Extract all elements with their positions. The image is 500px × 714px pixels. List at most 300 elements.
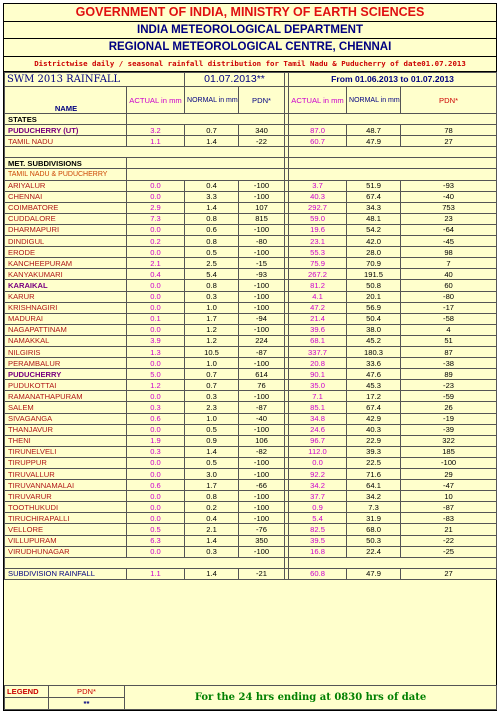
legend-pdn-key: PDN* — [49, 686, 125, 698]
row-name: KANCHEEPURAM — [5, 258, 127, 269]
subdivision-name-label: TAMIL NADU & PUDUCHERRY — [5, 169, 127, 180]
actual-daily: 0.3 — [127, 402, 185, 413]
pdn-seasonal: -100 — [401, 457, 497, 468]
normal-daily: 0.4 — [185, 180, 239, 191]
row-name: TIRUPPUR — [5, 457, 127, 468]
actual-seasonal: 81.2 — [289, 280, 347, 291]
normal-seasonal: 64.1 — [347, 480, 401, 491]
row-name: TOOTHUKUDI — [5, 502, 127, 513]
pdn-seasonal: 40 — [401, 269, 497, 280]
empty-cell — [127, 158, 285, 169]
row-name: PERAMBALUR — [5, 358, 127, 369]
normal-daily: 1.2 — [185, 335, 239, 346]
district-row — [5, 524, 497, 535]
normal-seasonal: 47.6 — [347, 369, 401, 380]
department-title: INDIA METEOROLOGICAL DEPARTMENT — [4, 22, 496, 39]
actual-daily: 0.0 — [127, 491, 185, 502]
actual-daily: 0.0 — [127, 469, 185, 480]
row-name: NILGIRIS — [5, 346, 127, 357]
district-row — [5, 346, 497, 357]
actual-daily: 0.0 — [127, 247, 185, 258]
normal-seasonal: 51.9 — [347, 180, 401, 191]
pdn-seasonal: -83 — [401, 513, 497, 524]
pdn-daily: -100 — [239, 358, 285, 369]
actual-daily: 1.9 — [127, 435, 185, 446]
col-pdn-daily: PDN* — [239, 87, 285, 114]
normal-daily: 0.9 — [185, 435, 239, 446]
normal-seasonal: 70.9 — [347, 258, 401, 269]
normal-daily: 3.0 — [185, 469, 239, 480]
pdn-seasonal: -25 — [401, 546, 497, 557]
actual-daily: 0.0 — [127, 191, 185, 202]
pdn-daily: 76 — [239, 380, 285, 391]
normal-daily: 2.1 — [185, 524, 239, 535]
actual-daily: 3.2 — [127, 125, 185, 136]
pdn-seasonal: 7 — [401, 258, 497, 269]
normal-seasonal: 17.2 — [347, 391, 401, 402]
pdn-daily: -100 — [239, 302, 285, 313]
pdn-daily: -87 — [239, 346, 285, 357]
pdn-daily: -100 — [239, 513, 285, 524]
actual-daily: 0.3 — [127, 446, 185, 457]
normal-daily: 1.4 — [185, 202, 239, 213]
pdn-daily: -15 — [239, 258, 285, 269]
normal-seasonal: 45.2 — [347, 335, 401, 346]
pdn-seasonal: -39 — [401, 424, 497, 435]
met-subdivisions-section-label: MET. SUBDIVISIONS — [5, 158, 127, 169]
col-actual-seasonal: ACTUAL in mm — [289, 87, 347, 114]
pdn-daily: -100 — [239, 424, 285, 435]
ministry-title: GOVERNMENT OF INDIA, MINISTRY OF EARTH SCIENCES — [4, 4, 496, 22]
pdn-seasonal: 27 — [401, 136, 497, 147]
row-name: TIRUVALLUR — [5, 469, 127, 480]
normal-seasonal: 22.9 — [347, 435, 401, 446]
district-row — [5, 335, 497, 346]
normal-daily: 1.0 — [185, 413, 239, 424]
actual-seasonal: 35.0 — [289, 380, 347, 391]
normal-seasonal: 50.8 — [347, 280, 401, 291]
normal-daily: 10.5 — [185, 346, 239, 357]
actual-seasonal: 39.6 — [289, 324, 347, 335]
report-subtitle: Districtwise daily / seasonal rainfall distribution for Tamil Nadu & Puducherry of date01.07.2013 — [4, 57, 496, 72]
pdn-daily: -100 — [239, 324, 285, 335]
pdn-seasonal: 322 — [401, 435, 497, 446]
pdn-seasonal: -19 — [401, 413, 497, 424]
normal-seasonal: 34.3 — [347, 202, 401, 213]
col-name: NAME — [5, 87, 127, 114]
normal-daily: 0.2 — [185, 502, 239, 513]
pdn-daily: -80 — [239, 236, 285, 247]
district-row — [5, 380, 497, 391]
row-name: TIRUVARUR — [5, 491, 127, 502]
normal-daily: 0.8 — [185, 280, 239, 291]
legend-footer-note: For the 24 hrs ending at 0830 hrs of date — [125, 686, 497, 710]
met-subdivisions-section — [5, 158, 497, 169]
actual-daily: 0.0 — [127, 291, 185, 302]
pdn-seasonal: 89 — [401, 369, 497, 380]
actual-daily: 0.0 — [127, 513, 185, 524]
actual-seasonal: 85.1 — [289, 402, 347, 413]
district-row — [5, 324, 497, 335]
actual-seasonal: 292.7 — [289, 202, 347, 213]
row-name: KRISHNAGIRI — [5, 302, 127, 313]
actual-seasonal: 47.2 — [289, 302, 347, 313]
empty-cell — [5, 557, 285, 568]
normal-daily: 1.0 — [185, 302, 239, 313]
actual-daily: 1.2 — [127, 380, 185, 391]
pdn-daily: -100 — [239, 291, 285, 302]
row-name: NAMAKKAL — [5, 335, 127, 346]
district-row — [5, 402, 497, 413]
actual-daily: 3.9 — [127, 335, 185, 346]
subdivision-total-row — [5, 568, 497, 579]
normal-seasonal: 71.6 — [347, 469, 401, 480]
actual-seasonal: 96.7 — [289, 435, 347, 446]
actual-daily: 0.0 — [127, 391, 185, 402]
normal-daily: 1.0 — [185, 358, 239, 369]
column-header-row — [5, 87, 497, 114]
district-row — [5, 191, 497, 202]
row-name: NAGAPATTINAM — [5, 324, 127, 335]
actual-seasonal: 55.3 — [289, 247, 347, 258]
pdn-daily: 815 — [239, 213, 285, 224]
row-name: TIRUVANNAMALAI — [5, 480, 127, 491]
actual-daily: 0.0 — [127, 457, 185, 468]
normal-daily: 2.3 — [185, 402, 239, 413]
district-row — [5, 457, 497, 468]
actual-seasonal: 40.3 — [289, 191, 347, 202]
actual-seasonal: 112.0 — [289, 446, 347, 457]
normal-daily: 0.7 — [185, 369, 239, 380]
district-row — [5, 535, 497, 546]
normal-seasonal: 68.0 — [347, 524, 401, 535]
actual-seasonal: 0.9 — [289, 502, 347, 513]
actual-daily: 0.0 — [127, 546, 185, 557]
row-name: RAMANATHAPURAM — [5, 391, 127, 402]
pdn-seasonal: -87 — [401, 502, 497, 513]
normal-seasonal: 33.6 — [347, 358, 401, 369]
normal-daily: 2.5 — [185, 258, 239, 269]
pdn-seasonal: 753 — [401, 202, 497, 213]
pdn-daily: 106 — [239, 435, 285, 446]
actual-daily: 2.1 — [127, 258, 185, 269]
district-row — [5, 435, 497, 446]
row-name: SALEM — [5, 402, 127, 413]
district-row — [5, 546, 497, 557]
actual-daily: 1.3 — [127, 346, 185, 357]
actual-seasonal: 16.8 — [289, 546, 347, 557]
district-row — [5, 413, 497, 424]
row-name: SUBDIVISION RAINFALL — [5, 568, 127, 579]
district-row — [5, 247, 497, 258]
row-name: THANJAVUR — [5, 424, 127, 435]
normal-daily: 1.4 — [185, 446, 239, 457]
pdn-seasonal: -45 — [401, 236, 497, 247]
actual-daily: 0.0 — [127, 224, 185, 235]
actual-seasonal: 5.4 — [289, 513, 347, 524]
pdn-daily: 350 — [239, 535, 285, 546]
empty-cell — [289, 557, 497, 568]
normal-seasonal: 22.5 — [347, 457, 401, 468]
district-row — [5, 358, 497, 369]
daily-date: 01.07.2013** — [185, 73, 285, 87]
season-label: SWM 2013 RAINFALL — [5, 73, 185, 87]
pdn-seasonal: 185 — [401, 446, 497, 457]
normal-seasonal: 45.3 — [347, 380, 401, 391]
actual-seasonal: 24.6 — [289, 424, 347, 435]
empty-cell — [127, 169, 285, 180]
row-name: TAMIL NADU — [5, 136, 127, 147]
actual-seasonal: 20.8 — [289, 358, 347, 369]
legend-table — [4, 685, 497, 710]
rainfall-report-sheet — [3, 3, 497, 711]
pdn-daily: -100 — [239, 469, 285, 480]
normal-daily: 1.4 — [185, 568, 239, 579]
normal-daily: 1.7 — [185, 313, 239, 324]
pdn-daily: -94 — [239, 313, 285, 324]
cumulative-period: From 01.06.2013 to 01.07.2013 — [289, 73, 497, 87]
normal-daily: 0.8 — [185, 236, 239, 247]
district-row — [5, 202, 497, 213]
actual-seasonal: 19.6 — [289, 224, 347, 235]
actual-seasonal: 68.1 — [289, 335, 347, 346]
pdn-seasonal: -64 — [401, 224, 497, 235]
state-row — [5, 136, 497, 147]
district-row — [5, 369, 497, 380]
actual-seasonal: 75.9 — [289, 258, 347, 269]
district-row — [5, 391, 497, 402]
actual-seasonal: 60.8 — [289, 568, 347, 579]
pdn-seasonal: 78 — [401, 125, 497, 136]
pdn-daily: 340 — [239, 125, 285, 136]
states-section-label: STATES — [5, 114, 127, 125]
actual-daily: 0.6 — [127, 413, 185, 424]
pdn-seasonal: 26 — [401, 402, 497, 413]
pdn-seasonal: 98 — [401, 247, 497, 258]
pdn-seasonal: 27 — [401, 568, 497, 579]
district-row — [5, 302, 497, 313]
district-row — [5, 446, 497, 457]
actual-daily: 2.9 — [127, 202, 185, 213]
actual-seasonal: 92.2 — [289, 469, 347, 480]
pdn-daily: -100 — [239, 546, 285, 557]
row-name: CUDDALORE — [5, 213, 127, 224]
empty-cell — [289, 147, 497, 158]
normal-seasonal: 7.3 — [347, 502, 401, 513]
normal-daily: 3.3 — [185, 191, 239, 202]
normal-daily: 0.7 — [185, 125, 239, 136]
actual-seasonal: 82.5 — [289, 524, 347, 535]
row-name: PUDUKOTTAI — [5, 380, 127, 391]
normal-daily: 0.3 — [185, 546, 239, 557]
district-row — [5, 280, 497, 291]
legend-label: LEGEND — [5, 686, 49, 698]
blank-row — [5, 557, 497, 568]
pdn-daily: -100 — [239, 280, 285, 291]
col-normal-daily: NORMAL in mm — [185, 87, 239, 114]
row-name: MADURAI — [5, 313, 127, 324]
pdn-daily: 614 — [239, 369, 285, 380]
actual-daily: 1.1 — [127, 568, 185, 579]
normal-seasonal: 31.9 — [347, 513, 401, 524]
row-name: KARUR — [5, 291, 127, 302]
empty-cell — [289, 169, 497, 180]
pdn-seasonal: -93 — [401, 180, 497, 191]
row-name: TIRUNELVELI — [5, 446, 127, 457]
pdn-seasonal: 29 — [401, 469, 497, 480]
district-row — [5, 513, 497, 524]
actual-daily: 0.0 — [127, 358, 185, 369]
row-name: KARAIKAL — [5, 280, 127, 291]
normal-seasonal: 38.0 — [347, 324, 401, 335]
normal-seasonal: 67.4 — [347, 402, 401, 413]
pdn-daily: 107 — [239, 202, 285, 213]
row-name: ERODE — [5, 247, 127, 258]
pdn-daily: -100 — [239, 391, 285, 402]
row-name: THENI — [5, 435, 127, 446]
row-name: VILLUPURAM — [5, 535, 127, 546]
states-section — [5, 114, 497, 125]
normal-daily: 1.7 — [185, 480, 239, 491]
empty-cell — [5, 147, 285, 158]
actual-seasonal: 21.4 — [289, 313, 347, 324]
actual-daily: 0.0 — [127, 280, 185, 291]
actual-seasonal: 37.7 — [289, 491, 347, 502]
pdn-seasonal: -38 — [401, 358, 497, 369]
row-name: PUDUCHERRY (UT) — [5, 125, 127, 136]
blank-row — [5, 147, 497, 158]
normal-seasonal: 42.9 — [347, 413, 401, 424]
normal-daily: 0.5 — [185, 457, 239, 468]
row-name: KANYAKUMARI — [5, 269, 127, 280]
actual-daily: 1.1 — [127, 136, 185, 147]
normal-seasonal: 50.3 — [347, 535, 401, 546]
pdn-seasonal: -22 — [401, 535, 497, 546]
actual-seasonal: 7.1 — [289, 391, 347, 402]
actual-daily: 0.4 — [127, 269, 185, 280]
actual-seasonal: 87.0 — [289, 125, 347, 136]
normal-daily: 0.3 — [185, 391, 239, 402]
col-normal-seasonal: NORMAL in mm — [347, 87, 401, 114]
actual-seasonal: 59.0 — [289, 213, 347, 224]
pdn-daily: -93 — [239, 269, 285, 280]
pdn-seasonal: 4 — [401, 324, 497, 335]
row-name: SIVAGANGA — [5, 413, 127, 424]
actual-seasonal: 34.8 — [289, 413, 347, 424]
normal-seasonal: 191.5 — [347, 269, 401, 280]
normal-daily: 0.3 — [185, 291, 239, 302]
actual-daily: 5.0 — [127, 369, 185, 380]
district-row — [5, 236, 497, 247]
actual-seasonal: 267.2 — [289, 269, 347, 280]
pdn-daily: -21 — [239, 568, 285, 579]
normal-seasonal: 28.0 — [347, 247, 401, 258]
district-row — [5, 224, 497, 235]
pdn-seasonal: -80 — [401, 291, 497, 302]
normal-daily: 1.4 — [185, 535, 239, 546]
row-name: VELLORE — [5, 524, 127, 535]
actual-seasonal: 34.2 — [289, 480, 347, 491]
pdn-daily: -100 — [239, 247, 285, 258]
actual-daily: 0.0 — [127, 502, 185, 513]
actual-seasonal: 39.5 — [289, 535, 347, 546]
normal-daily: 0.5 — [185, 424, 239, 435]
row-name: COIMBATORE — [5, 202, 127, 213]
normal-seasonal: 47.9 — [347, 568, 401, 579]
actual-seasonal: 60.7 — [289, 136, 347, 147]
normal-seasonal: 47.9 — [347, 136, 401, 147]
pdn-seasonal: 23 — [401, 213, 497, 224]
normal-daily: 0.8 — [185, 213, 239, 224]
row-name: PUDUCHERRY — [5, 369, 127, 380]
actual-daily: 0.0 — [127, 180, 185, 191]
period-row — [5, 73, 497, 87]
normal-seasonal: 48.7 — [347, 125, 401, 136]
actual-seasonal: 23.1 — [289, 236, 347, 247]
empty-cell — [289, 114, 497, 125]
district-row — [5, 469, 497, 480]
pdn-daily: -76 — [239, 524, 285, 535]
actual-seasonal: 4.1 — [289, 291, 347, 302]
normal-seasonal: 56.9 — [347, 302, 401, 313]
pdn-daily: -82 — [239, 446, 285, 457]
normal-daily: 0.5 — [185, 247, 239, 258]
normal-seasonal: 34.2 — [347, 491, 401, 502]
normal-daily: 0.8 — [185, 491, 239, 502]
pdn-seasonal: 87 — [401, 346, 497, 357]
pdn-seasonal: -47 — [401, 480, 497, 491]
normal-seasonal: 39.3 — [347, 446, 401, 457]
normal-daily: 1.2 — [185, 324, 239, 335]
normal-seasonal: 180.3 — [347, 346, 401, 357]
col-actual-daily: ACTUAL in mm — [127, 87, 185, 114]
normal-daily: 0.4 — [185, 513, 239, 524]
district-row — [5, 480, 497, 491]
empty-cell — [289, 158, 497, 169]
empty-cell — [127, 114, 285, 125]
actual-seasonal: 337.7 — [289, 346, 347, 357]
pdn-daily: -100 — [239, 457, 285, 468]
pdn-daily: 224 — [239, 335, 285, 346]
row-name: CHENNAI — [5, 191, 127, 202]
pdn-seasonal: -40 — [401, 191, 497, 202]
district-row — [5, 491, 497, 502]
subdivision-name — [5, 169, 497, 180]
actual-daily: 6.3 — [127, 535, 185, 546]
actual-daily: 7.3 — [127, 213, 185, 224]
pdn-seasonal: -23 — [401, 380, 497, 391]
normal-daily: 1.4 — [185, 136, 239, 147]
normal-daily: 0.7 — [185, 380, 239, 391]
actual-daily: 0.5 — [127, 524, 185, 535]
pdn-daily: -40 — [239, 413, 285, 424]
rainfall-table — [4, 72, 497, 580]
district-row — [5, 180, 497, 191]
actual-daily: 0.0 — [127, 302, 185, 313]
row-name: VIRUDHUNAGAR — [5, 546, 127, 557]
state-row — [5, 125, 497, 136]
col-pdn-seasonal: PDN* — [401, 87, 497, 114]
district-row — [5, 313, 497, 324]
normal-seasonal: 48.1 — [347, 213, 401, 224]
normal-seasonal: 22.4 — [347, 546, 401, 557]
normal-seasonal: 20.1 — [347, 291, 401, 302]
district-row — [5, 424, 497, 435]
district-row — [5, 269, 497, 280]
actual-daily: 0.6 — [127, 480, 185, 491]
pdn-seasonal: 60 — [401, 280, 497, 291]
actual-daily: 0.0 — [127, 424, 185, 435]
